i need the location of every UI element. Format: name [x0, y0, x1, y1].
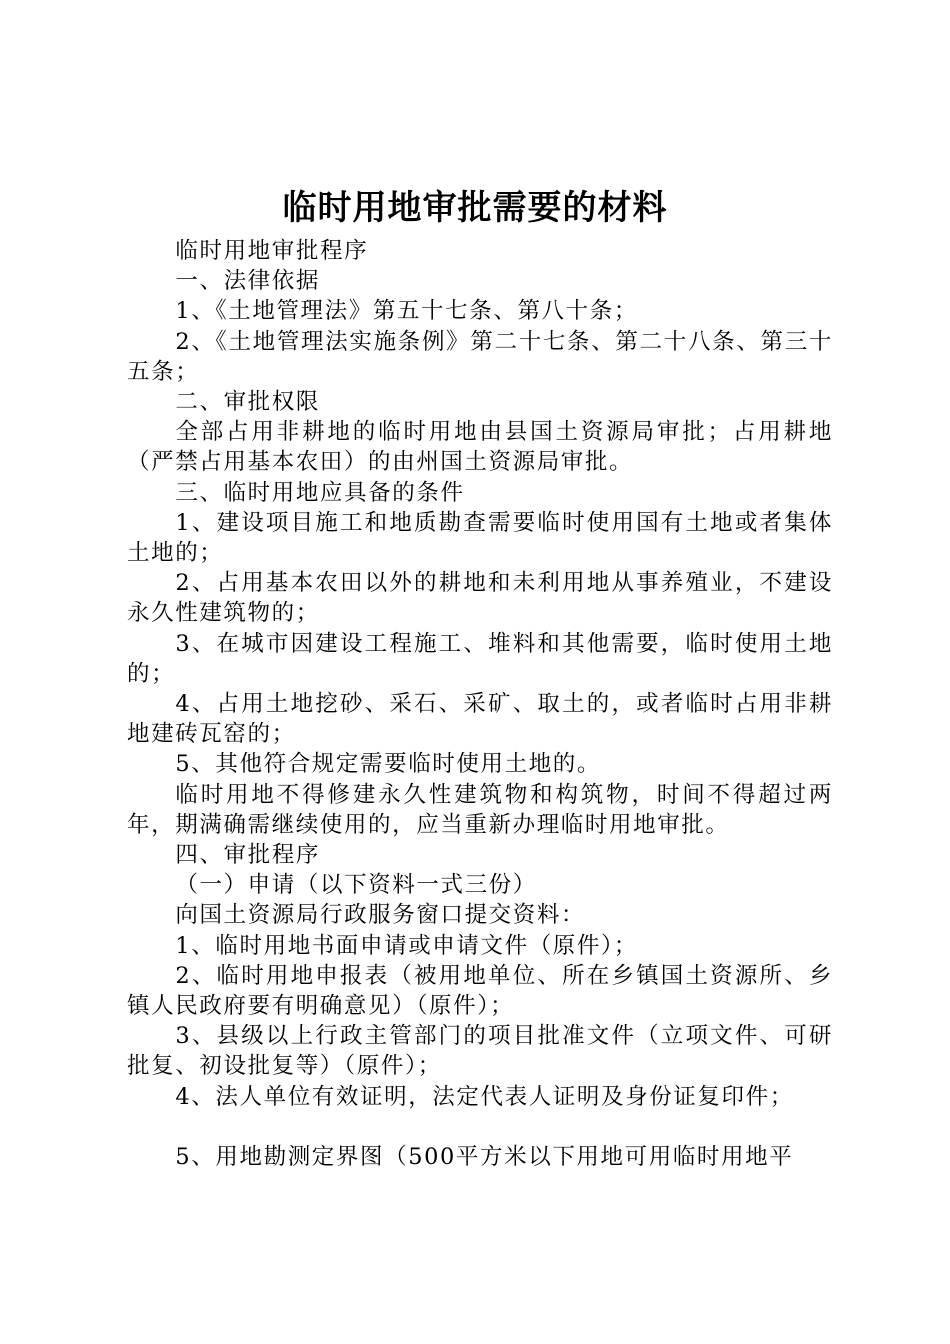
document-title: 临时用地审批需要的材料 — [282, 188, 668, 228]
paragraph: 三、临时用地应具备的条件 — [175, 479, 465, 506]
paragraph: 2、《土地管理法实施条例》第二十七条、第二十八条、第三十五条； — [127, 328, 833, 385]
paragraph: 四、审批程序 — [175, 842, 320, 869]
paragraph: （一）申请（以下资料一式三份） — [175, 872, 537, 899]
paragraph: 5、用地勘测定界图（500平方米以下用地可用临时用地平 — [175, 1143, 794, 1170]
paragraph: 向国土资源局行政服务窗口提交资料： — [175, 902, 586, 929]
paragraph: 临时用地不得修建永久性建筑物和构筑物，时间不得超过两年，期满确需继续使用的，应当重新办理临时用地审批。 — [127, 781, 833, 838]
paragraph: 2、临时用地申报表（被用地单位、所在乡镇国土资源所、乡镇人民政府要有明确意见）（原件）； — [127, 962, 833, 1020]
paragraph: 3、县级以上行政主管部门的项目批准文件（立项文件、可研批复、初设批复等）（原件）； — [127, 1023, 833, 1080]
paragraph: 1、《土地管理法》第五十七条、第八十条； — [175, 298, 638, 325]
paragraph: 5、其他符合规定需要临时使用土地的。 — [175, 751, 601, 778]
paragraph: 4、法人单位有效证明，法定代表人证明及身份证复印件； — [175, 1083, 794, 1110]
paragraph: 1、临时用地书面申请或申请文件（原件）； — [175, 932, 638, 959]
paragraph: 3、在城市因建设工程施工、堆料和其他需要，临时使用土地的； — [127, 630, 833, 687]
paragraph: 全部占用非耕地的临时用地由县国土资源局审批；占用耕地（严禁占用基本农田）的由州国土资源局审批。 — [127, 419, 833, 476]
paragraph: 临时用地审批程序 — [175, 238, 369, 264]
paragraph: 二、审批权限 — [175, 389, 320, 416]
paragraph: 4、占用土地挖砂、采石、采矿、取土的，或者临时占用非耕地建砖瓦窑的； — [127, 691, 833, 748]
paragraph: 一、法律依据 — [175, 268, 320, 295]
document-body — [127, 236, 833, 1172]
paragraph: 2、占用基本农田以外的耕地和未利用地从事养殖业，不建设永久性建筑物的； — [127, 570, 833, 627]
paragraph: 1、建设项目施工和地质勘查需要临时使用国有土地或者集体土地的； — [127, 509, 833, 567]
